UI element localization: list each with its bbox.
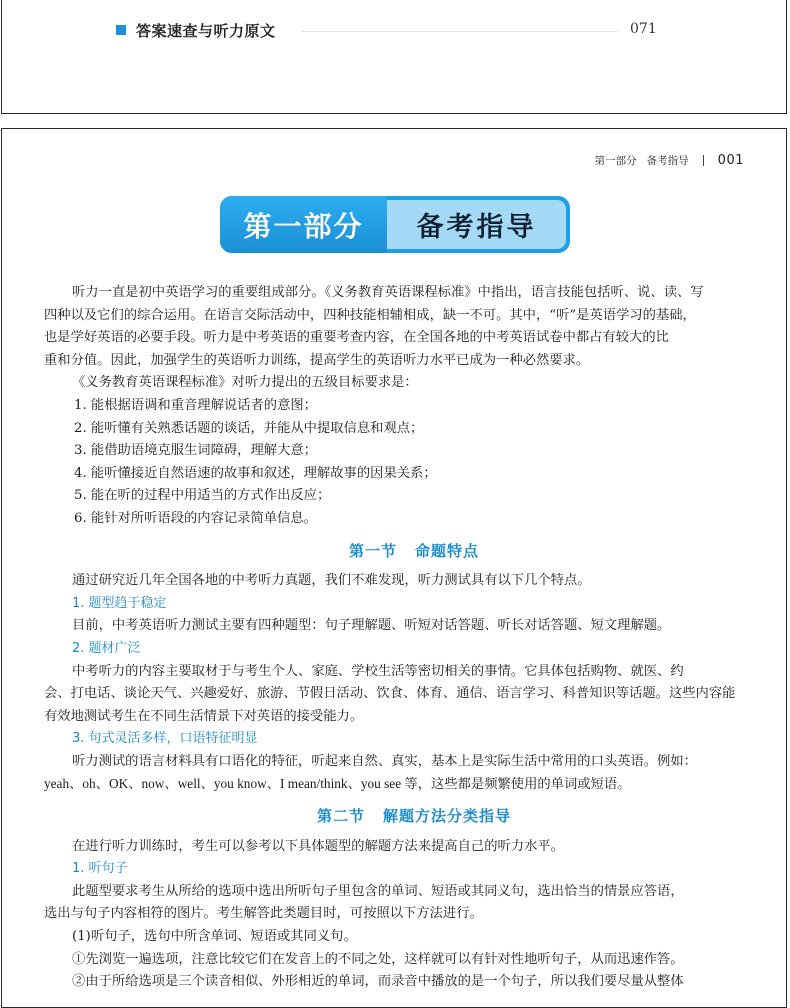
banner-part-label: 第一部分: [220, 196, 387, 253]
goal-item: 2. 能听懂有关熟悉话题的谈话，并能从中提取信息和观点；: [74, 420, 424, 436]
header-divider: [703, 155, 704, 166]
section-heading-2: 第二节 解题方法分类指导: [316, 807, 512, 826]
method-item: (1)听句子，选句中所含单词、短语或其同义句。: [72, 929, 357, 945]
paragraph-line: 选出与句子内容相符的图片。考生解答此类题目时，可按照以下方法进行。: [44, 906, 483, 922]
goal-item: 6. 能针对所听语段的内容记录简单信息。: [74, 510, 317, 526]
goal-item: 5. 能在听的过程中用适当的方式作出反应；: [74, 488, 331, 504]
running-header-part: 第一部分: [594, 155, 637, 167]
running-header: [595, 153, 744, 168]
paragraph: 目前，中考英语听力测试主要有四种题型：句子理解题、听短对话答题、听长对话答题、短文理解题。: [72, 618, 671, 634]
paragraph-line: 中考听力的内容主要取材于与考生个人、家庭、学校生活等密切相关的事情。它具体包括购物、就医、约: [72, 663, 684, 679]
part-title-banner: [220, 196, 570, 253]
header-dotted-rule: [302, 31, 618, 32]
subheading: 1. 听句子: [72, 861, 128, 877]
paragraph-line: 此题型要求考生从所给的选项中选出所听句子里包含的单词、短语或其同义句，选出恰当的情景应答语，: [72, 883, 684, 899]
subheading: 3. 句式灵活多样，口语特征明显: [72, 731, 258, 747]
goals-list: [72, 395, 756, 531]
section-heading-1: 第一节 命题特点: [348, 541, 480, 560]
intro-line: 四种以及它们的综合运用。在语言交际活动中，四种技能相辅相成，缺一不可。其中，“听”是英语学习的基础，: [44, 307, 696, 323]
banner-part-title: 备考指导: [387, 200, 566, 249]
goal-item: 4. 能听懂接近自然语速的故事和叙述，理解故事的因果关系；: [74, 465, 437, 481]
subheading: 2. 题材广泛: [72, 640, 141, 656]
goals-lead: 《义务教育英语课程标准》对听力提出的五级目标要求是：: [72, 375, 418, 391]
square-bullet-icon: [116, 25, 126, 35]
running-header-page-number: 001: [717, 153, 744, 168]
page-number: 071: [630, 21, 657, 37]
intro-line: 重和分值。因此，加强学生的英语听力训练，提高学生的英语听力水平已成为一种必然要求。: [44, 352, 590, 368]
section-lead: 在进行听力训练时，考生可以参考以下具体题型的解题方法来提高自己的听力水平。: [72, 838, 564, 854]
page-body: [44, 282, 756, 994]
document-page: [1, 128, 787, 1008]
method-item: ②由于所给选项是三个读音相似、外形相近的单词，而录音中播放的是一个句子，所以我们要尽量从整体: [72, 974, 684, 990]
running-header-chapter: 备考指导: [646, 155, 689, 167]
goal-item: 1. 能根据语调和重音理解说话者的意图；: [74, 397, 317, 413]
paragraph-line: 听力测试的语言材料具有口语化的特征，听起来自然、真实，基本上是实际生活中常用的口头英语。例如：: [72, 753, 697, 769]
section-lead: 通过研究近几年全国各地的中考听力真题，我们不难发现，听力测试具有以下几个特点。: [72, 573, 591, 589]
previous-page-fragment: [1, 0, 787, 114]
paragraph-line: 有效地测试考生在不同生活情景下对英语的接受能力。: [44, 708, 364, 724]
paragraph-line: yeah、oh、OK、now、well、you know、I mean/think、you see 等，这些都是频繁使用的单词或短语。: [44, 776, 631, 792]
subheading: 1. 题型趋于稳定: [72, 595, 167, 611]
paragraph-line: 会、打电话、谈论天气、兴趣爱好、旅游、节假日活动、饮食、体育、通信、语言学习、科普知识等话题。这些内容能: [44, 686, 736, 702]
method-item: ①先浏览一遍选项，注意比较它们在发音上的不同之处，这样就可以有针对性地听句子，从而迅速作答。: [72, 951, 684, 967]
goal-item: 3. 能借助语境克服生词障碍，理解大意；: [74, 443, 317, 459]
intro-line: 也是学好英语的必要手段。听力是中考英语的重要考查内容，在全国各地的中考英语试卷中都占有较大的比: [44, 330, 669, 346]
intro-line: 听力一直是初中英语学习的重要组成部分。《义务教育英语课程标准》中指出，语言技能包括听、说、读、写: [72, 285, 704, 300]
page-header-title: 答案速查与听力原文: [136, 22, 276, 40]
